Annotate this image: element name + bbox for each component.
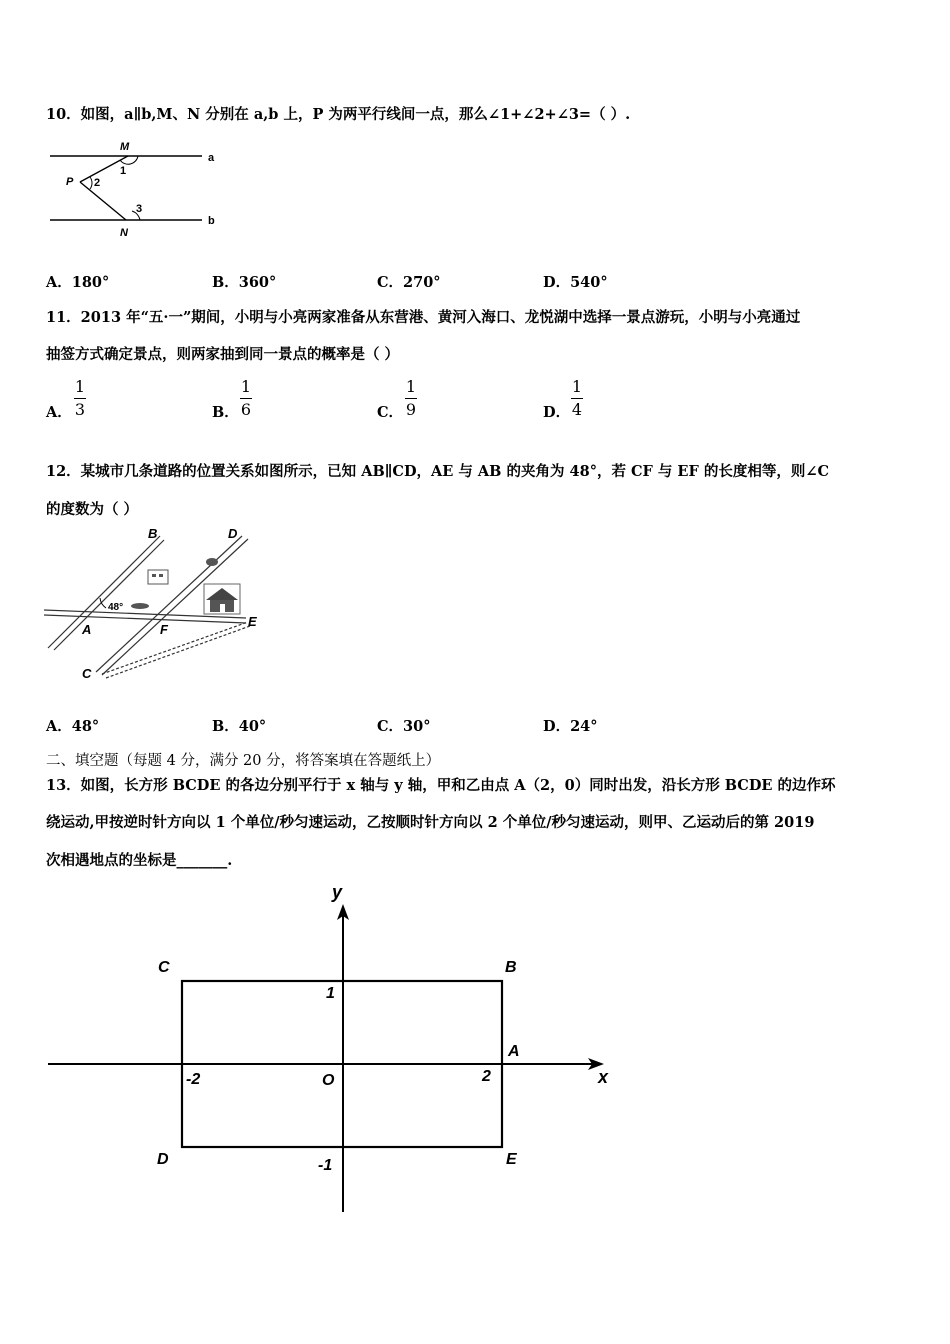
road-ab-edge-2 bbox=[54, 540, 164, 650]
q12-option-b[interactable]: B．40° bbox=[212, 718, 267, 735]
label-a: A bbox=[508, 1043, 520, 1060]
q12-line-1: 12．某城市几条道路的位置关系如图所示，已知 AB∥CD，AE 与 AB 的夹角为 48°，若 CF 与 EF 的长度相等，则∠C bbox=[46, 463, 830, 480]
tick-label-2: 2 bbox=[482, 1068, 491, 1085]
label-b: b bbox=[208, 215, 215, 227]
segment-pn bbox=[80, 182, 126, 220]
q11-option-a-label[interactable]: A． bbox=[46, 404, 72, 421]
label-angle-48: 48° bbox=[108, 602, 124, 613]
building-window bbox=[152, 574, 156, 577]
label-m: M bbox=[120, 141, 130, 153]
fraction-numerator: 1 bbox=[74, 377, 86, 396]
q10-option-d[interactable]: D．540° bbox=[543, 274, 608, 291]
q12-option-a[interactable]: A．48° bbox=[46, 718, 100, 735]
label-b: B bbox=[148, 526, 158, 541]
q11-option-a-fraction bbox=[74, 378, 86, 419]
label-origin: O bbox=[322, 1072, 335, 1089]
label-d: D bbox=[228, 526, 238, 541]
q11-option-b-label[interactable]: B． bbox=[212, 404, 239, 421]
label-e: E bbox=[506, 1151, 517, 1168]
q13-line-1: 13．如图，长方形 BCDE 的各边分别平行于 x 轴与 y 轴，甲和乙由点 A（2，0）同时出发，沿长方形 BCDE 的边作环 bbox=[46, 777, 836, 794]
tick-label-1: 1 bbox=[326, 985, 335, 1002]
label-n: N bbox=[120, 227, 128, 239]
tick-label-neg-2: -2 bbox=[186, 1071, 201, 1088]
label-f: F bbox=[160, 622, 168, 637]
q10-option-c[interactable]: C．270° bbox=[377, 274, 441, 291]
q12-road-figure bbox=[44, 522, 274, 688]
q12-option-c[interactable]: C．30° bbox=[377, 718, 431, 735]
house-door bbox=[220, 604, 225, 612]
q13-line-2: 绕运动,甲按逆时针方向以 1 个单位/秒匀速运动，乙按顺时针方向以 2 个单位/秒匀速运动，则甲、乙运动后的第 2019 bbox=[46, 814, 815, 831]
label-a: A bbox=[82, 622, 92, 637]
road-ab-edge-1 bbox=[48, 536, 160, 648]
label-c: C bbox=[82, 666, 92, 681]
q11-option-d-fraction bbox=[571, 378, 583, 419]
fraction-denominator: 9 bbox=[405, 400, 417, 419]
q11-option-c-fraction bbox=[405, 378, 417, 419]
q13-line-3: 次相遇地点的坐标是_______. bbox=[46, 852, 233, 869]
label-d: D bbox=[157, 1151, 169, 1168]
q11-option-d-label[interactable]: D． bbox=[543, 404, 571, 421]
label-e: E bbox=[248, 614, 257, 629]
tree-icon bbox=[206, 558, 218, 566]
label-a: a bbox=[208, 152, 215, 164]
label-x: x bbox=[598, 1067, 609, 1087]
building-window bbox=[159, 574, 163, 577]
angle-1-arc bbox=[120, 156, 138, 164]
fraction-numerator: 1 bbox=[240, 377, 252, 396]
q12-line-2: 的度数为（ ） bbox=[46, 501, 139, 518]
q10-option-b[interactable]: B．360° bbox=[212, 274, 277, 291]
label-angle-3: 3 bbox=[136, 203, 143, 215]
label-p: P bbox=[66, 176, 74, 188]
fraction-numerator: 1 bbox=[571, 377, 583, 396]
fraction-denominator: 6 bbox=[240, 400, 252, 419]
q12-option-d[interactable]: D．24° bbox=[543, 718, 598, 735]
label-b: B bbox=[505, 959, 517, 976]
q11-option-c-label[interactable]: C． bbox=[377, 404, 404, 421]
q10-option-a[interactable]: A．180° bbox=[46, 274, 110, 291]
angle-2-arc bbox=[90, 177, 92, 189]
fraction-denominator: 4 bbox=[571, 400, 583, 419]
q11-line-2: 抽签方式确定景点，则两家抽到同一景点的概率是（ ） bbox=[46, 346, 400, 363]
label-y: y bbox=[332, 882, 343, 902]
section-2-title: 二、填空题（每题 4 分，满分 20 分，将答案填在答题纸上） bbox=[46, 753, 441, 769]
fraction-denominator: 3 bbox=[74, 400, 86, 419]
label-c: C bbox=[158, 959, 170, 976]
q11-option-b-fraction bbox=[240, 378, 252, 419]
q11-line-1: 11．2013 年“五·一”期间，小明与小亮两家准备从东营港、黄河入海口、龙悦湖中选择一景点游玩，小明与小亮通过 bbox=[46, 309, 801, 326]
building-icon bbox=[148, 570, 168, 584]
label-angle-1: 1 bbox=[120, 165, 127, 177]
tick-label-neg-1: -1 bbox=[318, 1157, 333, 1174]
house-roof bbox=[206, 588, 238, 600]
q13-coordinate-graph bbox=[0, 870, 660, 1220]
q10-figure bbox=[44, 138, 234, 240]
q10-text: 10．如图，a∥b,M、N 分别在 a,b 上，P 为两平行线间一点，那么∠1+∠2+∠3=（ ）. bbox=[46, 106, 631, 123]
fraction-numerator: 1 bbox=[405, 377, 417, 396]
car-icon bbox=[131, 603, 149, 609]
label-angle-2: 2 bbox=[94, 177, 101, 189]
road-ce-edge-2 bbox=[106, 626, 250, 678]
road-ce-edge-1 bbox=[102, 622, 248, 674]
